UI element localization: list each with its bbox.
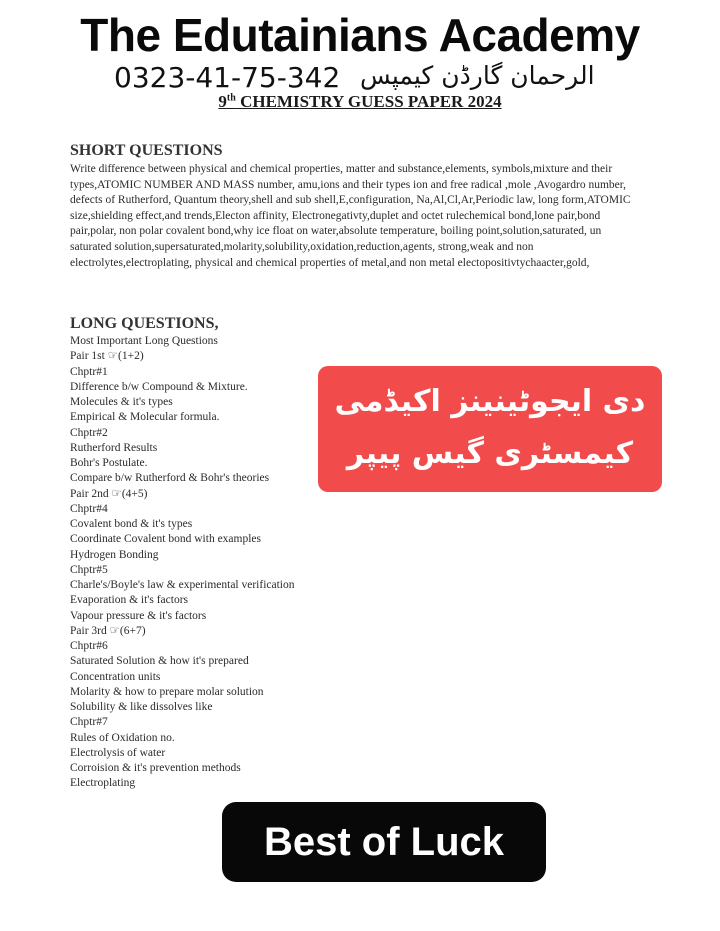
list-item: Pair 3rd ☞(6+7) [70,624,146,637]
list-item: Covalent bond & it's types [70,518,193,530]
urdu-banner [318,366,662,492]
list-item: Pair 1st ☞(1+2) [70,350,144,363]
list-item: Vapour pressure & it's factors [70,609,207,622]
list-item: Most Important Long Questions [70,335,218,347]
list-item: Electrolysis of water [70,746,166,759]
list-item: Hydrogen Bonding [70,548,159,561]
list-item: Charle's/Boyle's law & experimental verification [70,579,295,591]
paper-title-text: CHEMISTRY GUESS PAPER 2024 [235,92,502,111]
list-item: Empirical & Molecular formula. [70,411,220,424]
list-item: Coordinate Covalent bond with examples [70,533,261,546]
list-item: Chptr#5 [70,563,108,576]
list-item: Corroision & it's prevention methods [70,762,241,774]
urdu-banner-line2: کیمسٹری گیس پیپر [346,436,634,471]
best-of-luck-banner: Best of Luck [222,802,546,882]
paper-grade-suffix: th [226,92,236,104]
list-item: Difference b/w Compound & Mixture. [70,380,248,393]
list-item: Molecules & it's types [70,396,173,408]
short-questions-heading: SHORT QUESTIONS [70,142,223,159]
list-item: Concentration units [70,670,161,683]
list-item: Pair 2nd ☞(4+5) [70,487,148,500]
paper-title [0,92,720,112]
urdu-banner-line1: دی ایجوٹینینز اکیڈمی [334,384,646,419]
list-item: Rules of Oxidation no. [70,731,175,744]
list-item: Chptr#7 [70,716,108,729]
list-item: Bohr's Postulate. [70,457,148,469]
short-questions-text: Write difference between physical and chemical properties, matter and substance,elements, symbols,mixture and their types,ATOMIC NUMBER AND MASS number, amu,ions and their types ion and free radical ,mole ,Avogardro number, defects of Rutherford, Quantum theory,shell and sub shell,E,configuration, Na,Al,Cl,Ar,Periodic law, long form,ATOMIC size,shielding effect,and trends,Electon affinity, Electronegativty,duplet and octet rulechemical bond,lone pair,bond pair,polar, non polar covalent bond,why ice float on water,absolute temperature, boiling point,solution,saturated, un saturated solution,supersaturated,molarity,solubility,oxidation,reduction,agents, strong,weak and non electrolytes,electroplating, physical and chemical properties of metal,and non metal electopositivtychaacter,gold, [70,163,631,269]
list-item: Compare b/w Rutherford & Bohr's theories [70,472,270,485]
academy-title: The Edutainians Academy [80,9,640,61]
list-item: Chptr#2 [70,426,108,439]
list-item: Electroplating [70,777,136,790]
list-item: Saturated Solution & how it's prepared [70,655,249,668]
list-item: Rutherford Results [70,441,158,454]
long-questions-heading: LONG QUESTIONS, [70,315,219,332]
list-item: Chptr#1 [70,365,108,378]
list-item: Chptr#4 [70,502,108,515]
phone-number: 0323-41-75-342 [114,61,341,94]
list-item: Chptr#6 [70,640,108,652]
list-item: Evaporation & it's factors [70,594,188,607]
list-item: Solubility & like dissolves like [70,701,213,713]
list-item: Molarity & how to prepare molar solution [70,685,264,698]
paper-grade-number: 9 [218,92,227,111]
campus-name: الرحمان گارڈن کیمپس [360,61,595,90]
